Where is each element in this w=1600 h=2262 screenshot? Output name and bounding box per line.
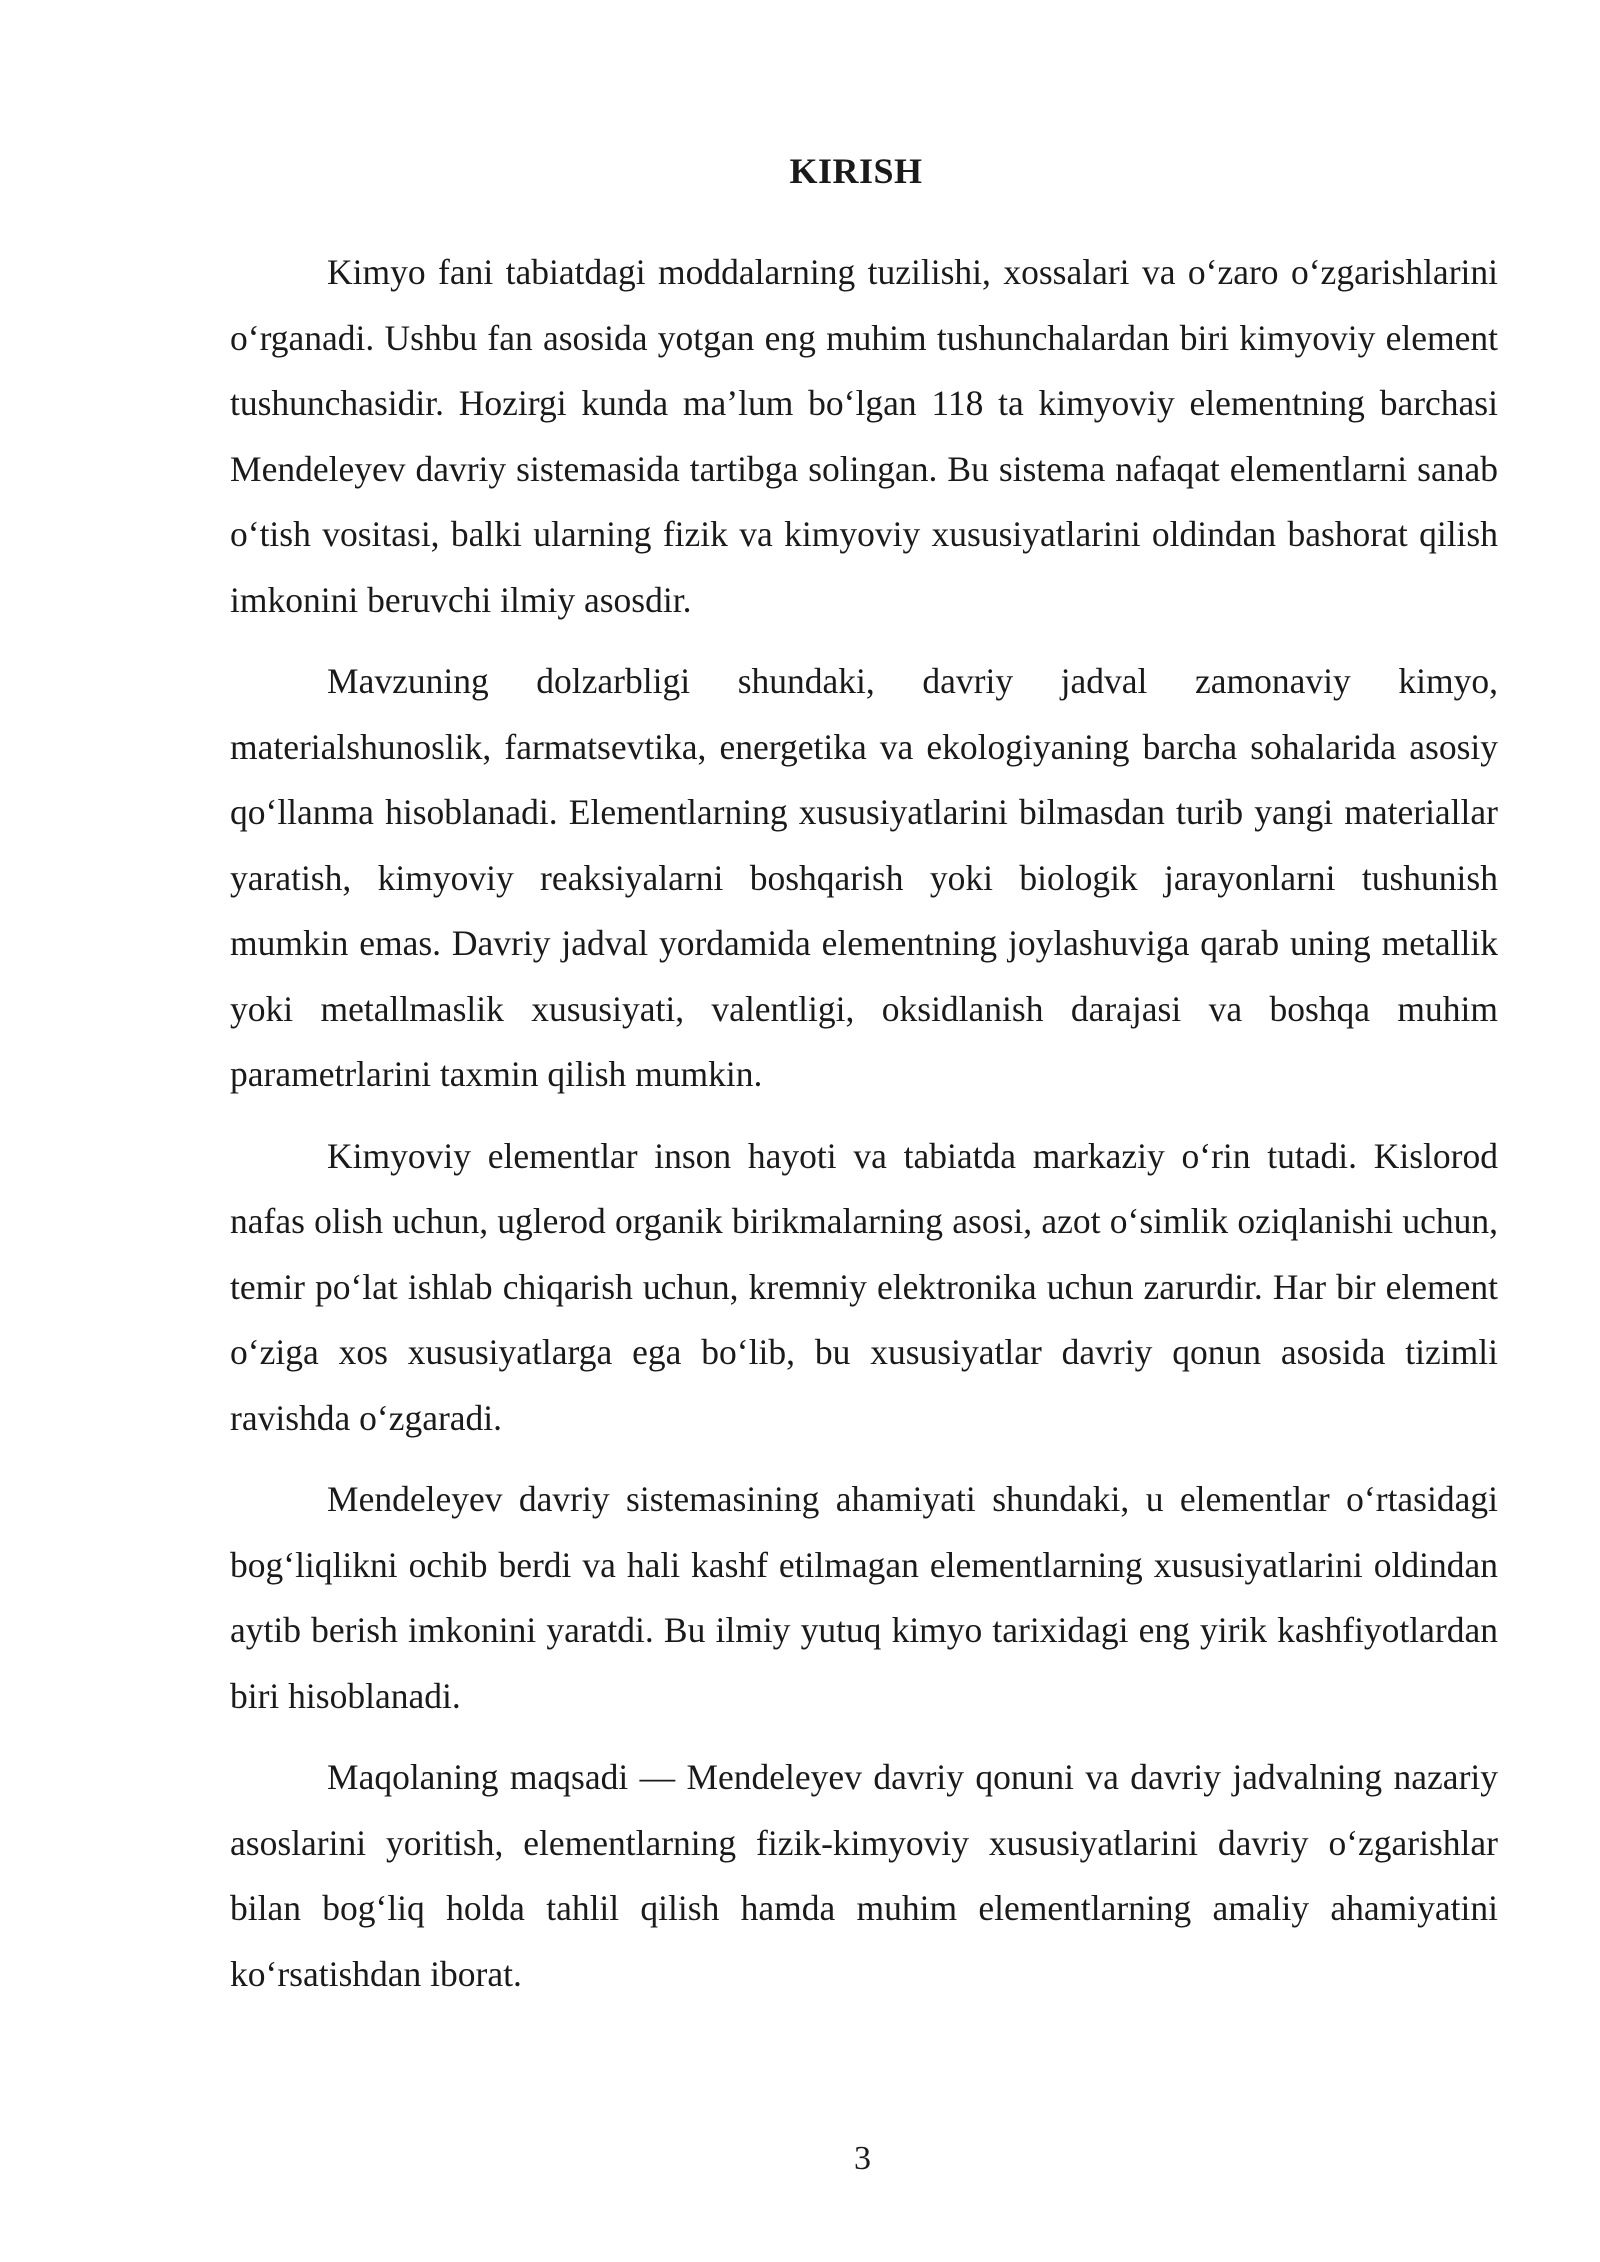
paragraph-2: Mavzuning dolzarbligi shundaki, davriy jadval zamonaviy kimyo, materialshunoslik, farmatsevtika, energetika va ekologiyaning barcha sohalarida asosiy qo‘llanma hisoblanadi. Elementlarning xususiyatlarini bilmasdan turib yangi materiallar yaratish, kimyoviy reaksiyalarni boshqarish yoki biologik jarayonlarni tushunish mumkin emas. Davriy jadval yordamida elementning joylashuviga qarab uning metallik yoki metallmaslik xususiyati, valentligi, oksidlanish darajasi va boshqa muhim parametrlarini taxmin qilish mumkin.	[230, 661, 1498, 1094]
paragraph-3: Kimyoviy elementlar inson hayoti va tabiatda markaziy o‘rin tutadi. Kislorod nafas olish uchun, uglerod organik birikmalarning asosi, azot o‘simlik oziqlanishi uchun, temir po‘lat ishlab chiqarish uchun, kremniy elektronika uchun zarurdir. Har bir element o‘ziga xos xususiyatlarga ega bo‘lib, bu xususiyatlar davriy qonun asosida tizimli ravishda o‘zgaradi.	[230, 1135, 1498, 1438]
document-body	[230, 240, 1498, 2023]
page-title: KIRISH	[789, 151, 923, 191]
paragraph-5: Maqolaning maqsadi — Mendeleyev davriy qonuni va davriy jadvalning nazariy asoslarini yoritish, elementlarning fizik-kimyoviy xususiyatlarini davriy o‘zgarishlar bilan bog‘liq holda tahlil qilish hamda muhim elementlarning amaliy ahamiyatini ko‘rsatishdan iborat.	[230, 1757, 1498, 1994]
page-number: 3	[854, 2140, 871, 2177]
paragraph-1: Kimyo fani tabiatdagi moddalarning tuzilishi, xossalari va o‘zaro o‘zgarishlarini o‘rganadi. Ushbu fan asosida yotgan eng muhim tushunchalardan biri kimyoviy element tushunchasidir. Hozirgi kunda ma’lum bo‘lgan 118 ta kimyoviy elementning barchasi Mendeleyev davriy sistemasida tartibga solingan. Bu sistema nafaqat elementlarni sanab o‘tish vositasi, balki ularning fizik va kimyoviy xususiyatlarini oldindan bashorat qilish imkonini beruvchi ilmiy asosdir.	[230, 252, 1498, 620]
paragraph-4: Mendeleyev davriy sistemasining ahamiyati shundaki, u elementlar o‘rtasidagi bog‘liqlikni ochib berdi va hali kashf etilmagan elementlarning xususiyatlarini oldindan aytib berish imkonini yaratdi. Bu ilmiy yutuq kimyo tarixidagi eng yirik kashfiyotlardan biri hisoblanadi.	[230, 1479, 1498, 1716]
